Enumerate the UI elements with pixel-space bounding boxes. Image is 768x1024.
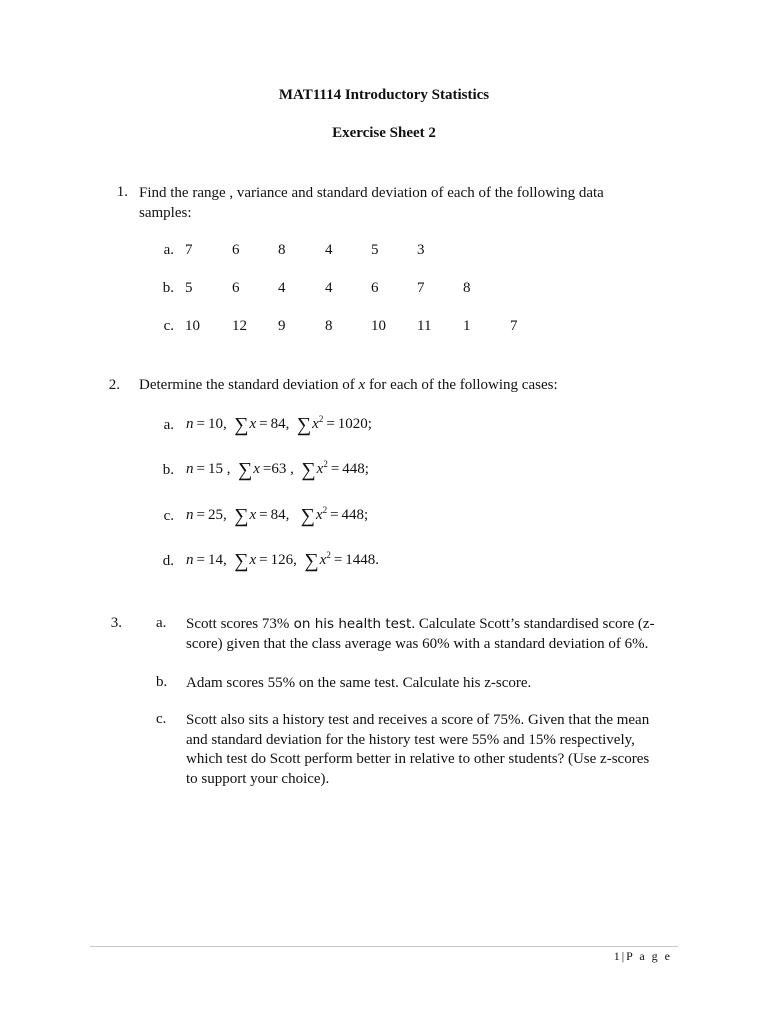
case-b-sum-x2: 448; [342, 461, 369, 477]
question-3-number: 3. [110, 615, 122, 631]
page-separator: | [621, 949, 627, 963]
sample-a-value: 4 [325, 242, 333, 258]
sample-b-value: 7 [417, 280, 425, 296]
q3-part-c-line-1: Scott also sits a history test and receives a score of 75%. Given that the mean [186, 712, 650, 728]
sigma-symbol: ∑ [296, 414, 312, 436]
page-number: 1 [613, 949, 622, 963]
case-a-formula: n = 10, ∑x = 84, $\sum x^2 = 1020$; [186, 414, 372, 436]
question-1-number: 1. [116, 184, 128, 200]
sample-b-value: 4 [278, 280, 286, 296]
footer-divider [90, 946, 678, 947]
q3-part-c-line-3: which test do Scott perform better in relative to other students? (Use z-scores [186, 751, 650, 767]
q3-part-c-text [186, 711, 686, 789]
sample-c-value: 11 [417, 318, 432, 334]
sample-a-value: 6 [232, 242, 240, 258]
case-c-sum-x2: 448; [341, 507, 369, 523]
page-word: P a g e [626, 949, 672, 963]
question-2-number: 2. [108, 377, 120, 393]
sample-c-value: 9 [278, 318, 286, 334]
sigma-symbol: ∑ [304, 550, 319, 572]
case-b-sum-x: 63 , [271, 461, 294, 477]
sigma-symbol: ∑ [301, 459, 316, 481]
sample-a-label: a. [163, 242, 174, 258]
q3-part-a-seg-1: Scott scores 73% [186, 616, 290, 632]
sigma-symbol: ∑ [234, 414, 249, 436]
sigma-symbol: ∑ [237, 459, 253, 481]
case-b-formula: n = 15 , ∑x =63 , $\sum x^2 = 448$; [186, 459, 369, 481]
q3-part-c-line-4: to support your choice). [186, 770, 330, 787]
question-1-text [139, 184, 699, 223]
sample-c-value: 10 [371, 318, 386, 334]
question-2-text-after: for each of the following cases: [365, 377, 558, 393]
case-c-formula: n = 25, ∑x = 84, $\sum x^2 = 448$; [186, 505, 369, 527]
sample-c-value: 12 [232, 318, 247, 334]
case-c-label: c. [163, 508, 174, 524]
question-1-line-2: samples: [139, 204, 192, 221]
sample-c-value: 8 [325, 318, 333, 334]
q3-part-c-label: c. [156, 711, 167, 727]
q3-part-b-text: Adam scores 55% on the same test. Calculate his z-score. [186, 675, 532, 691]
sigma-symbol: ∑ [300, 505, 315, 527]
question-2-variable: x [358, 377, 366, 393]
sample-b-value: 8 [463, 280, 471, 296]
sample-c-value: 7 [510, 318, 518, 334]
question-2-text-before: Determine the standard deviation of [139, 377, 359, 393]
sample-b-value: 4 [325, 280, 333, 296]
q3-part-a-label: a. [156, 615, 167, 631]
q3-part-a-seg-3: . Calculate Scott [411, 616, 511, 632]
sigma-symbol: ∑ [234, 505, 249, 527]
sample-c-value: 1 [463, 318, 471, 334]
sample-a-value: 5 [371, 242, 379, 258]
case-d-label: d. [162, 553, 174, 569]
case-c-sum-x: 84, [270, 507, 290, 523]
sigma-symbol: ∑ [234, 550, 249, 572]
sample-b-label: b. [162, 280, 174, 296]
sample-a-value: 7 [185, 242, 193, 258]
q3-part-c-line-2: and standard deviation for the history test were 55% and 15% respectively, [186, 731, 635, 748]
case-d-sum-x2: 1448. [345, 552, 380, 568]
question-1-line-1: Find the range , variance and standard deviation of each of the following data [139, 185, 604, 201]
case-d-formula: n = 14, ∑x = 126, $\sum x^2 = 1448$. [186, 550, 380, 572]
q3-part-b-label: b. [156, 674, 168, 690]
sample-b-value: 5 [185, 280, 193, 296]
case-d-sum-x: 126, [270, 552, 297, 568]
sample-a-value: 3 [417, 242, 425, 258]
q3-part-a-seg-2: on his health test [289, 616, 412, 632]
q3-part-a-text [186, 615, 686, 654]
sample-b-value: 6 [232, 280, 240, 296]
sample-b-value: 6 [371, 280, 379, 296]
case-a-n: 10, [207, 416, 227, 432]
case-c-n: 25, [207, 507, 227, 523]
sample-a-value: 8 [278, 242, 286, 258]
q3-part-a-line-1 [186, 615, 686, 635]
q3-part-a-seg-4: ’s standardised score (z- [510, 616, 655, 632]
sample-c-label: c. [163, 318, 174, 334]
page-title: MAT1114 Introductory Statistics [278, 87, 490, 103]
case-a-sum-x2: 1020; [337, 416, 372, 432]
case-b-n: 15 , [207, 461, 231, 477]
page-subtitle: Exercise Sheet 2 [332, 125, 436, 141]
page-footer [614, 949, 672, 964]
q3-part-a-line-2: score) given that the class average was 60% with a standard deviation of 6%. [186, 635, 649, 652]
sample-c-value: 10 [185, 318, 200, 334]
case-d-n: 14, [207, 552, 227, 568]
case-b-label: b. [162, 462, 174, 478]
question-2-text [139, 377, 558, 394]
case-a-label: a. [163, 417, 174, 433]
case-a-sum-x: 84, [270, 416, 290, 432]
